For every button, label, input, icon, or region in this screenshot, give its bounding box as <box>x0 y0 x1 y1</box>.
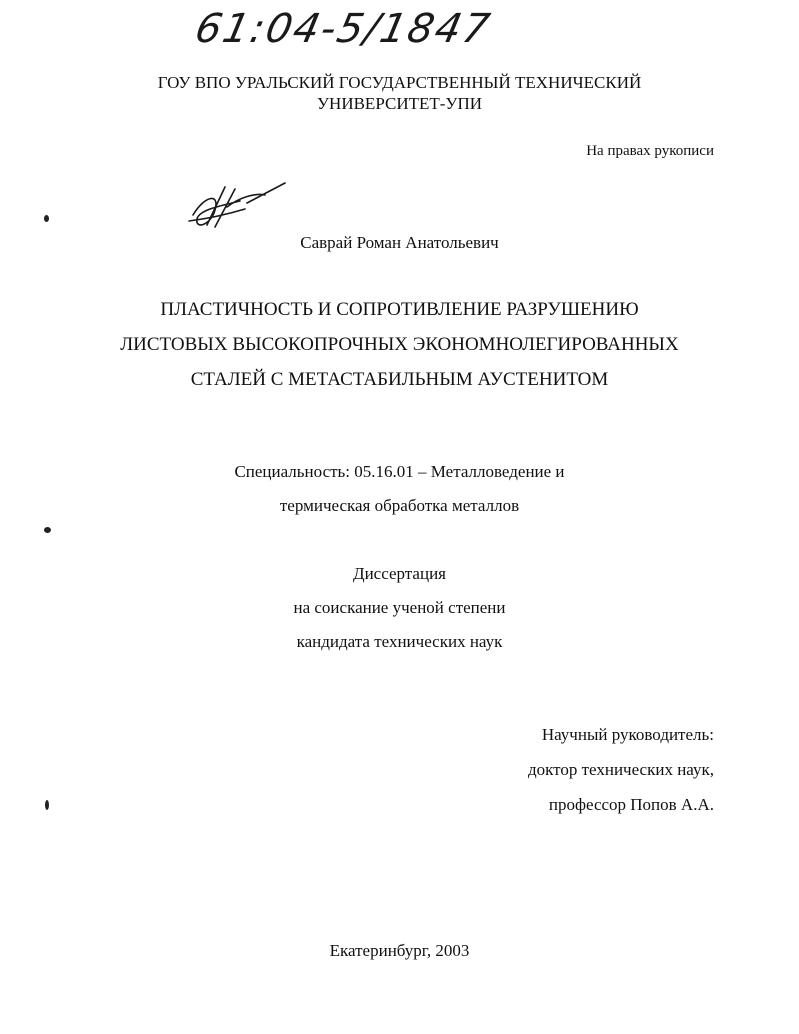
supervisor-block <box>394 717 714 822</box>
dissertation-degree <box>0 557 799 659</box>
specialty <box>0 455 799 523</box>
university-line-1: ГОУ ВПО УРАЛЬСКИЙ ГОСУДАРСТВЕННЫЙ ТЕХНИЧЕСКИЙ <box>157 73 642 92</box>
university-header <box>0 72 799 114</box>
archive-stamp: 61:04-5/1847 <box>191 6 496 52</box>
degree-line-1: Диссертация <box>352 564 446 583</box>
degree-line-2: на соискание ученой степени <box>293 598 506 617</box>
binding-hole-mark-2 <box>44 527 51 533</box>
supervisor-line-1: Научный руководитель: <box>541 725 714 744</box>
handwritten-signature <box>185 175 295 237</box>
title-line-3: СТАЛЕЙ С МЕТАСТАБИЛЬНЫМ АУСТЕНИТОМ <box>190 369 609 390</box>
author-name: Саврай Роман Анатольевич <box>300 233 499 252</box>
title-line-2: ЛИСТОВЫХ ВЫСОКОПРОЧНЫХ ЭКОНОМНОЛЕГИРОВАННЫХ <box>120 334 679 355</box>
degree-line-3: кандидата технических наук <box>296 632 503 651</box>
binding-hole-mark-3 <box>45 800 49 810</box>
specialty-line-2: термическая обработка металлов <box>279 496 520 515</box>
supervisor-line-2: доктор технических наук, <box>527 760 714 779</box>
rights-note: На правах рукописи <box>586 143 714 159</box>
dissertation-title <box>0 292 799 397</box>
university-line-2: УНИВЕРСИТЕТ-УПИ <box>317 94 482 113</box>
title-line-1: ПЛАСТИЧНОСТЬ И СОПРОТИВЛЕНИЕ РАЗРУШЕНИЮ <box>160 299 639 320</box>
binding-hole-mark-1 <box>44 215 49 222</box>
city-year: Екатеринбург, 2003 <box>329 941 470 960</box>
specialty-line-1: Специальность: 05.16.01 – Металловедение и <box>234 462 565 481</box>
supervisor-line-3: профессор Попов А.А. <box>548 795 714 814</box>
